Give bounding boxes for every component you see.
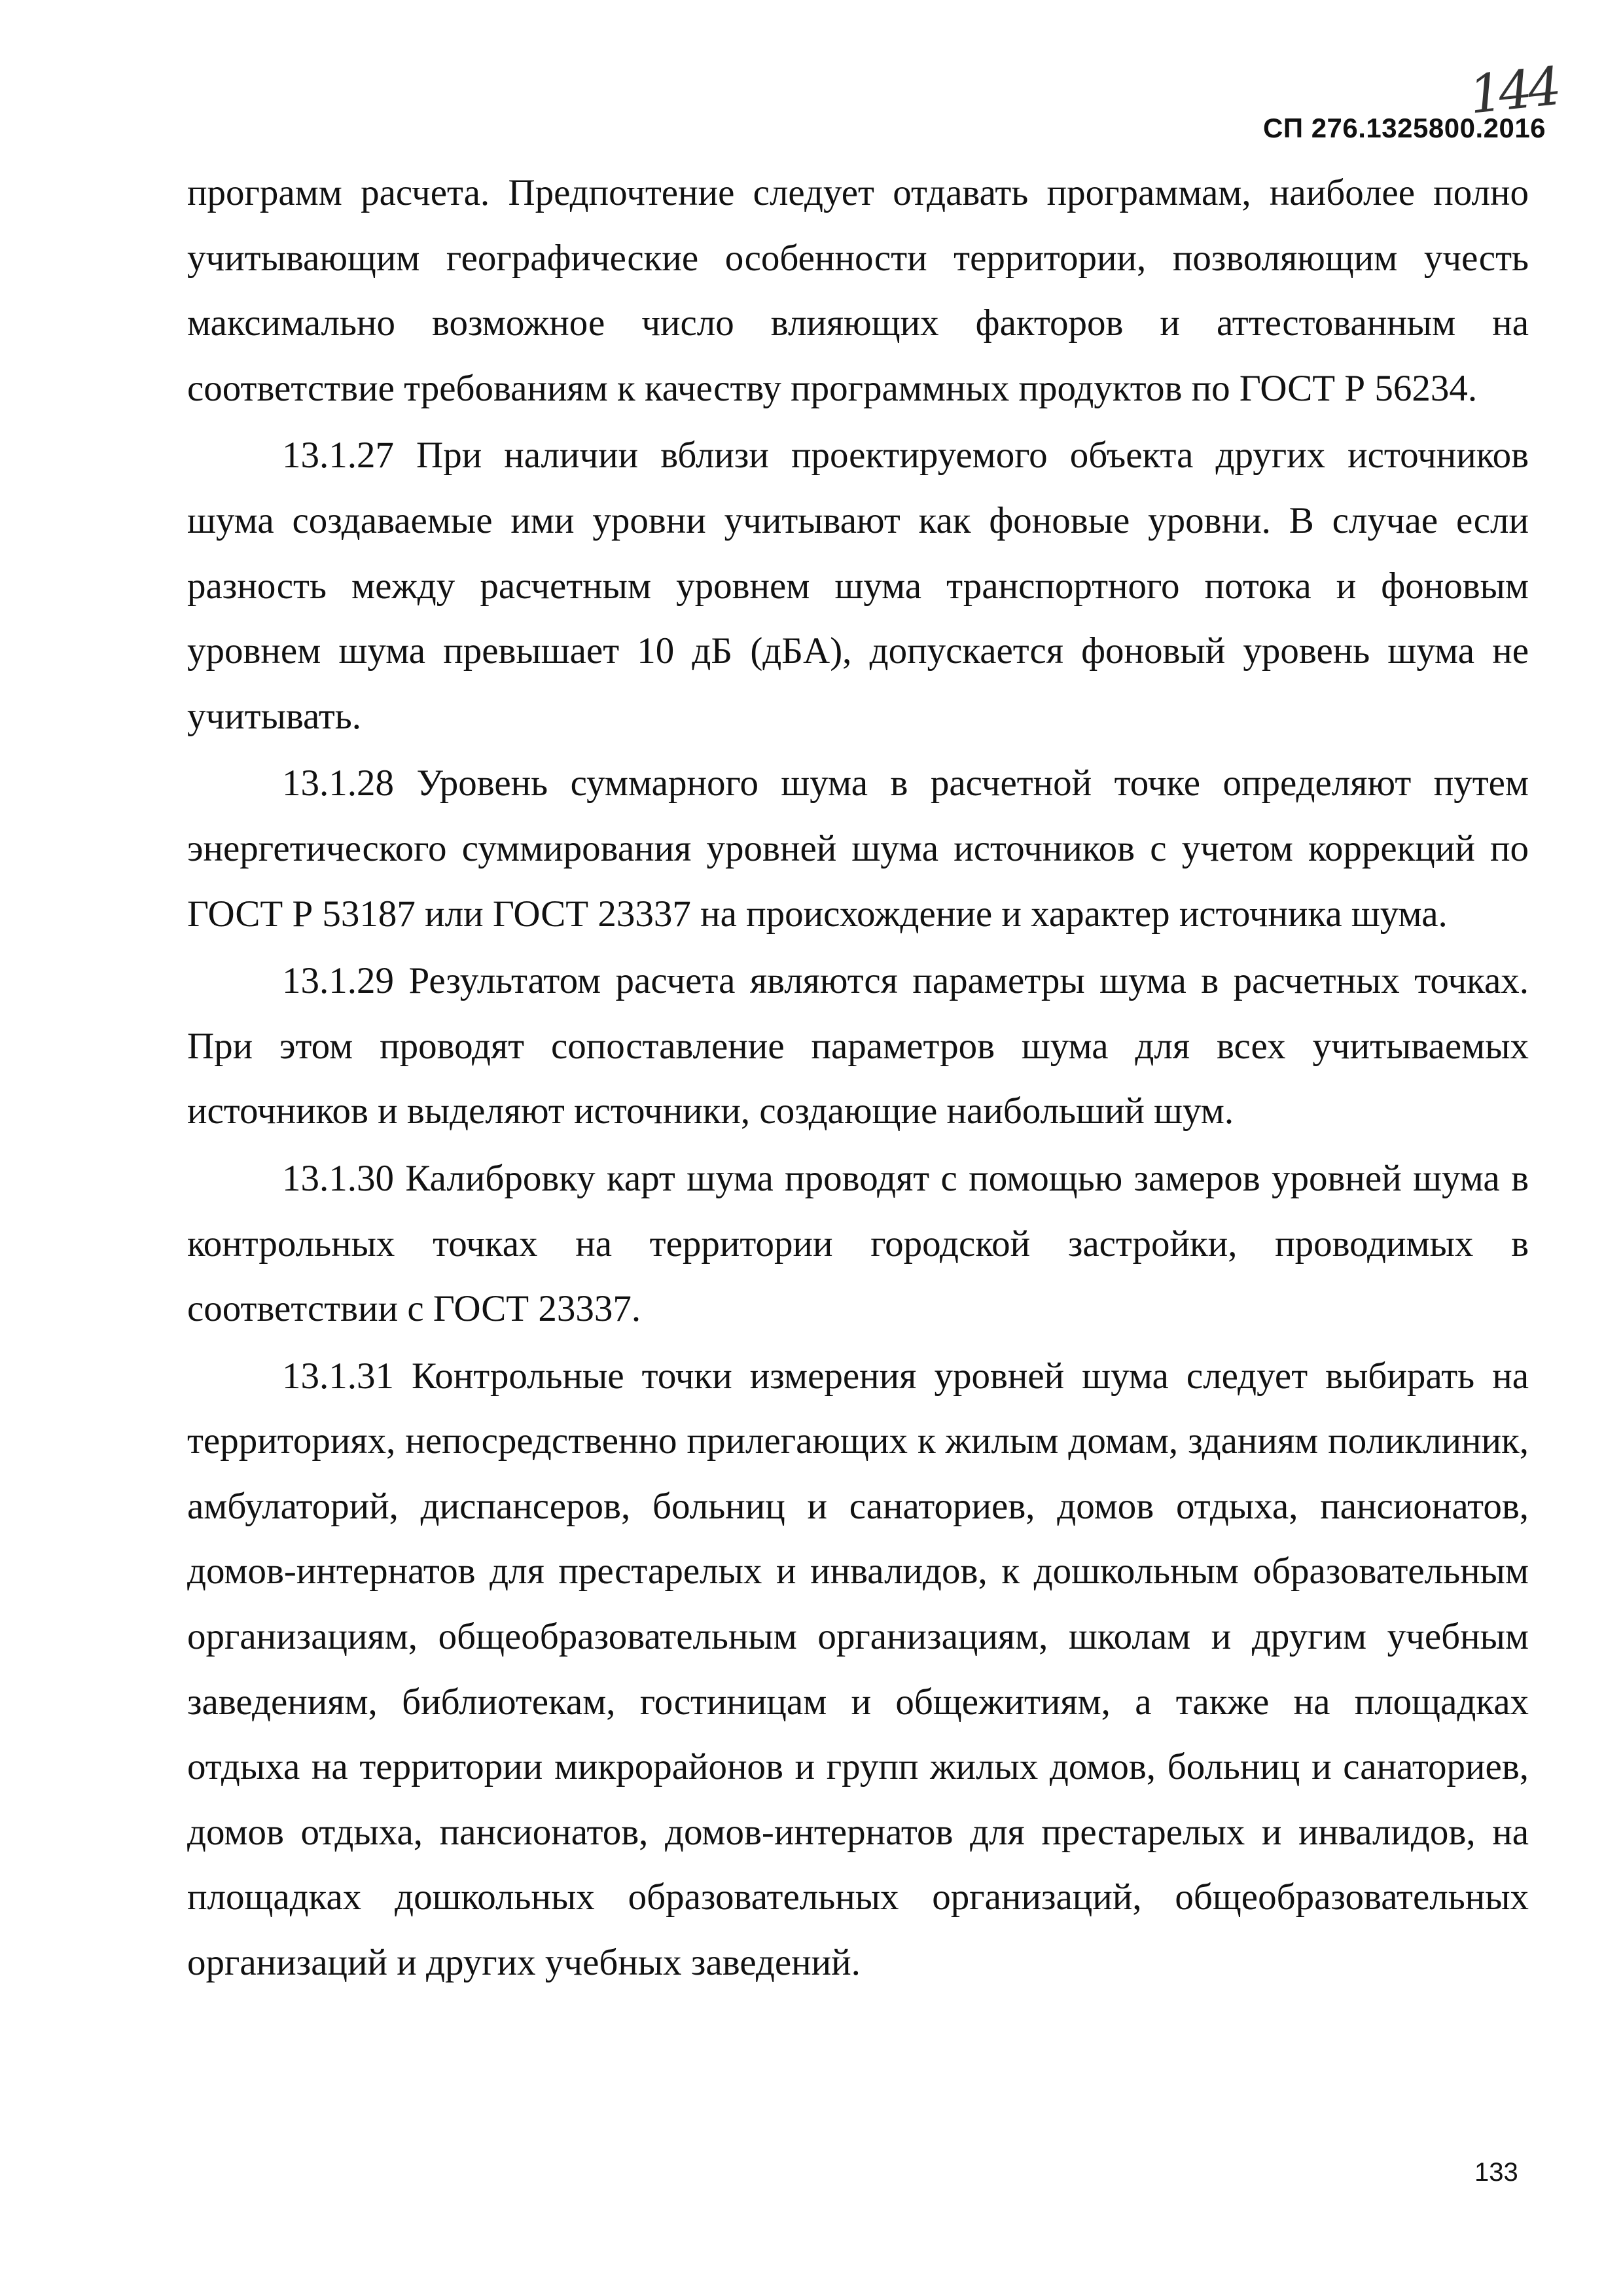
paragraph-number: 13.1.31 — [282, 1355, 394, 1397]
paragraph-text: Контрольные точки измерения уровней шума следует выбирать на территориях, непосредственно прилегающих к жилым домам, зданиям поликлиник, амбулаторий, диспансеров, больниц и санаториев, домов отдыха, пансионатов, домов-интернатов для престарелых и инвалидов, к дошкольным образовательным организациям, общеобразовательным организациям, школам и другим учебным заведениям, библиотекам, гостиницам и общежитиям, а также на площадках отдыха на территории микрорайонов и групп жилых домов, больниц и санаториев, домов отдыха, пансионатов, домов-интернатов для престарелых и инвалидов, на площадках дошкольных образовательных организаций, общеобразовательных организаций и других учебных заведений. — [187, 1355, 1529, 1984]
paragraph-13-1-31 — [187, 1344, 1529, 1996]
paragraph-13-1-27 — [187, 423, 1529, 749]
paragraph-text: Результатом расчета являются параметры шума в расчетных точках. При этом проводят сопоставление параметров шума для всех учитываемых источников и выделяют источники, создающие наибольший шум. — [187, 960, 1529, 1132]
paragraph-number: 13.1.28 — [282, 762, 394, 804]
handwritten-page-number: 144 — [1466, 56, 1561, 126]
paragraph-number: 13.1.29 — [282, 960, 394, 1002]
body-text — [187, 160, 1529, 1996]
paragraph-13-1-29 — [187, 948, 1529, 1144]
paragraph-number: 13.1.27 — [282, 435, 394, 476]
paragraph-number: 13.1.30 — [282, 1157, 394, 1199]
page-number: 133 — [1474, 2158, 1518, 2187]
paragraph-13-1-30 — [187, 1146, 1529, 1342]
paragraph-continuation — [187, 160, 1529, 421]
paragraph-text: Уровень суммарного шума в расчетной точке определяют путем энергетического суммирования уровней шума источников с учетом коррекций по ГОСТ Р 53187 или ГОСТ 23337 на происхождение и характер источника шума. — [187, 762, 1529, 935]
paragraph-text: программ расчета. Предпочтение следует отдавать программам, наиболее полно учитывающим географические особенности территории, позволяющим учесть максимально возможное число влияющих факторов и аттестованным на соответствие требованиям к качеству программных продуктов по ГОСТ Р 56234. — [187, 172, 1529, 409]
document-code: СП 276.1325800.2016 — [1263, 113, 1546, 143]
paragraph-text: Калибровку карт шума проводят с помощью замеров уровней шума в контрольных точках на территории городской застройки, проводимых в соответствии с ГОСТ 23337. — [187, 1157, 1529, 1330]
paragraph-text: При наличии вблизи проектируемого объекта других источников шума создаваемые ими уровни учитывают как фоновые уровни. В случае если разность между расчетным уровнем шума транспортного потока и фоновым уровнем шума превышает 10 дБ (дБA), допускается фоновый уровень шума не учитывать. — [187, 435, 1529, 737]
paragraph-13-1-28 — [187, 751, 1529, 946]
